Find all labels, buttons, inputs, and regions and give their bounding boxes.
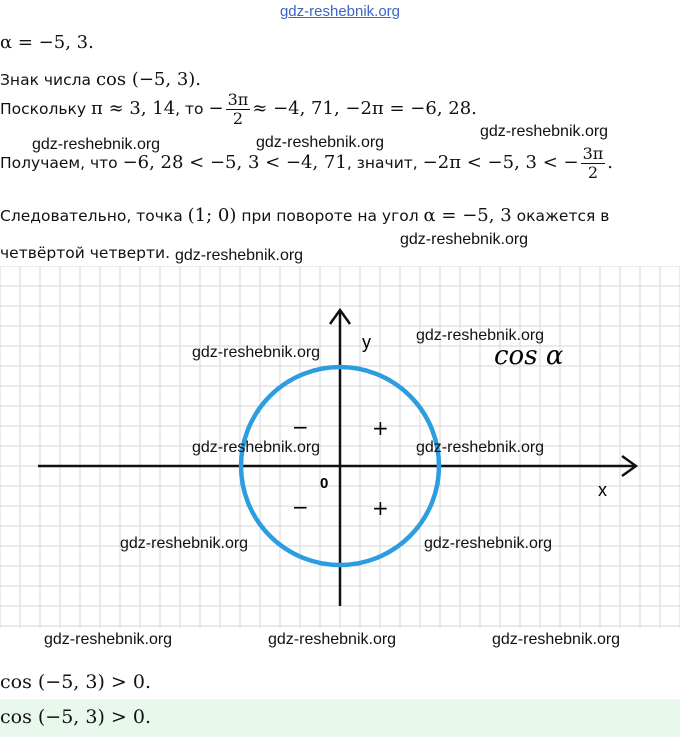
result-line: cos (−5, 3) > 0. [0,671,151,693]
watermark[interactable]: gdz-reshebnik.org [175,247,304,264]
three-pi-over-two [226,91,251,128]
watermark[interactable]: gdz-reshebnik.org [192,344,321,361]
answer-box [0,699,680,737]
y-axis-label: y [362,332,371,352]
get-prefix: Получаем, что [0,154,123,172]
sign-expression: cos (−5, 3). [95,69,202,90]
pi-approx: π ≈ 3, 14 [91,98,176,119]
x-axis-label: x [598,480,607,500]
quadrant-4-sign: + [372,496,389,520]
get-inequality-2: −2π < −5, 3 < − [422,152,579,173]
since-to: , то [175,100,209,118]
conseq-line2: четвёртой четверти. [0,244,171,262]
watermark[interactable]: gdz-reshebnik.org [268,631,397,648]
three-pi-over-two-2 [581,145,606,182]
watermark[interactable]: gdz-reshebnik.org [492,631,621,648]
watermark[interactable]: gdz-reshebnik.org [44,631,173,648]
alpha-equation-line [0,32,94,53]
watermark[interactable]: gdz-reshebnik.org [400,231,529,248]
conseq-prefix: Следовательно, точка [0,207,188,225]
since-prefix: Поскольку [0,100,92,118]
quadrant-2-sign: − [292,415,309,439]
watermark[interactable]: gdz-reshebnik.org [256,134,385,151]
watermark[interactable]: gdz-reshebnik.org [480,123,609,140]
get-end: . [607,152,614,173]
consequence-line [0,205,609,226]
get-inequality-1: −6, 28 < −5, 3 < −4, 71 [122,152,347,173]
site-header-watermark[interactable]: gdz-reshebnik.org [279,3,401,20]
origin-label: 0 [320,475,329,492]
since-minus: − [208,98,224,119]
since-rest: ≈ −4, 71, −2π = −6, 28. [252,98,477,119]
watermark[interactable]: gdz-reshebnik.org [32,136,161,153]
frac-numerator: 3π [227,90,249,109]
alpha-equation: α = −5, 3. [0,32,94,53]
quadrant-3-sign: − [292,495,309,519]
frac-denominator-2: 2 [587,163,599,182]
conseq-point: (1; 0) [187,205,237,226]
watermark[interactable]: gdz-reshebnik.org [416,327,545,344]
since-line [0,91,477,128]
frac-numerator-2: 3π [582,144,604,163]
watermark[interactable]: gdz-reshebnik.org [192,439,321,456]
conseq-end: окажется в [511,207,610,225]
conseq-angle: α = −5, 3 [423,205,512,226]
conseq-mid: при повороте на угол [236,207,424,225]
answer-text: cos (−5, 3) > 0. [0,706,151,728]
frac-denominator: 2 [232,109,243,128]
watermark[interactable]: gdz-reshebnik.org [424,535,553,552]
quadrant-1-sign: + [372,416,389,440]
cos-alpha-label: cos α [494,341,564,371]
get-mid: , значит, [346,154,423,172]
unit-circle-diagram [0,266,680,628]
watermark[interactable]: gdz-reshebnik.org [416,439,545,456]
consequence-line-2 [0,244,170,262]
watermark[interactable]: gdz-reshebnik.org [120,535,249,552]
sign-prefix: Знак числа [0,71,96,89]
sign-question-line [0,69,201,90]
